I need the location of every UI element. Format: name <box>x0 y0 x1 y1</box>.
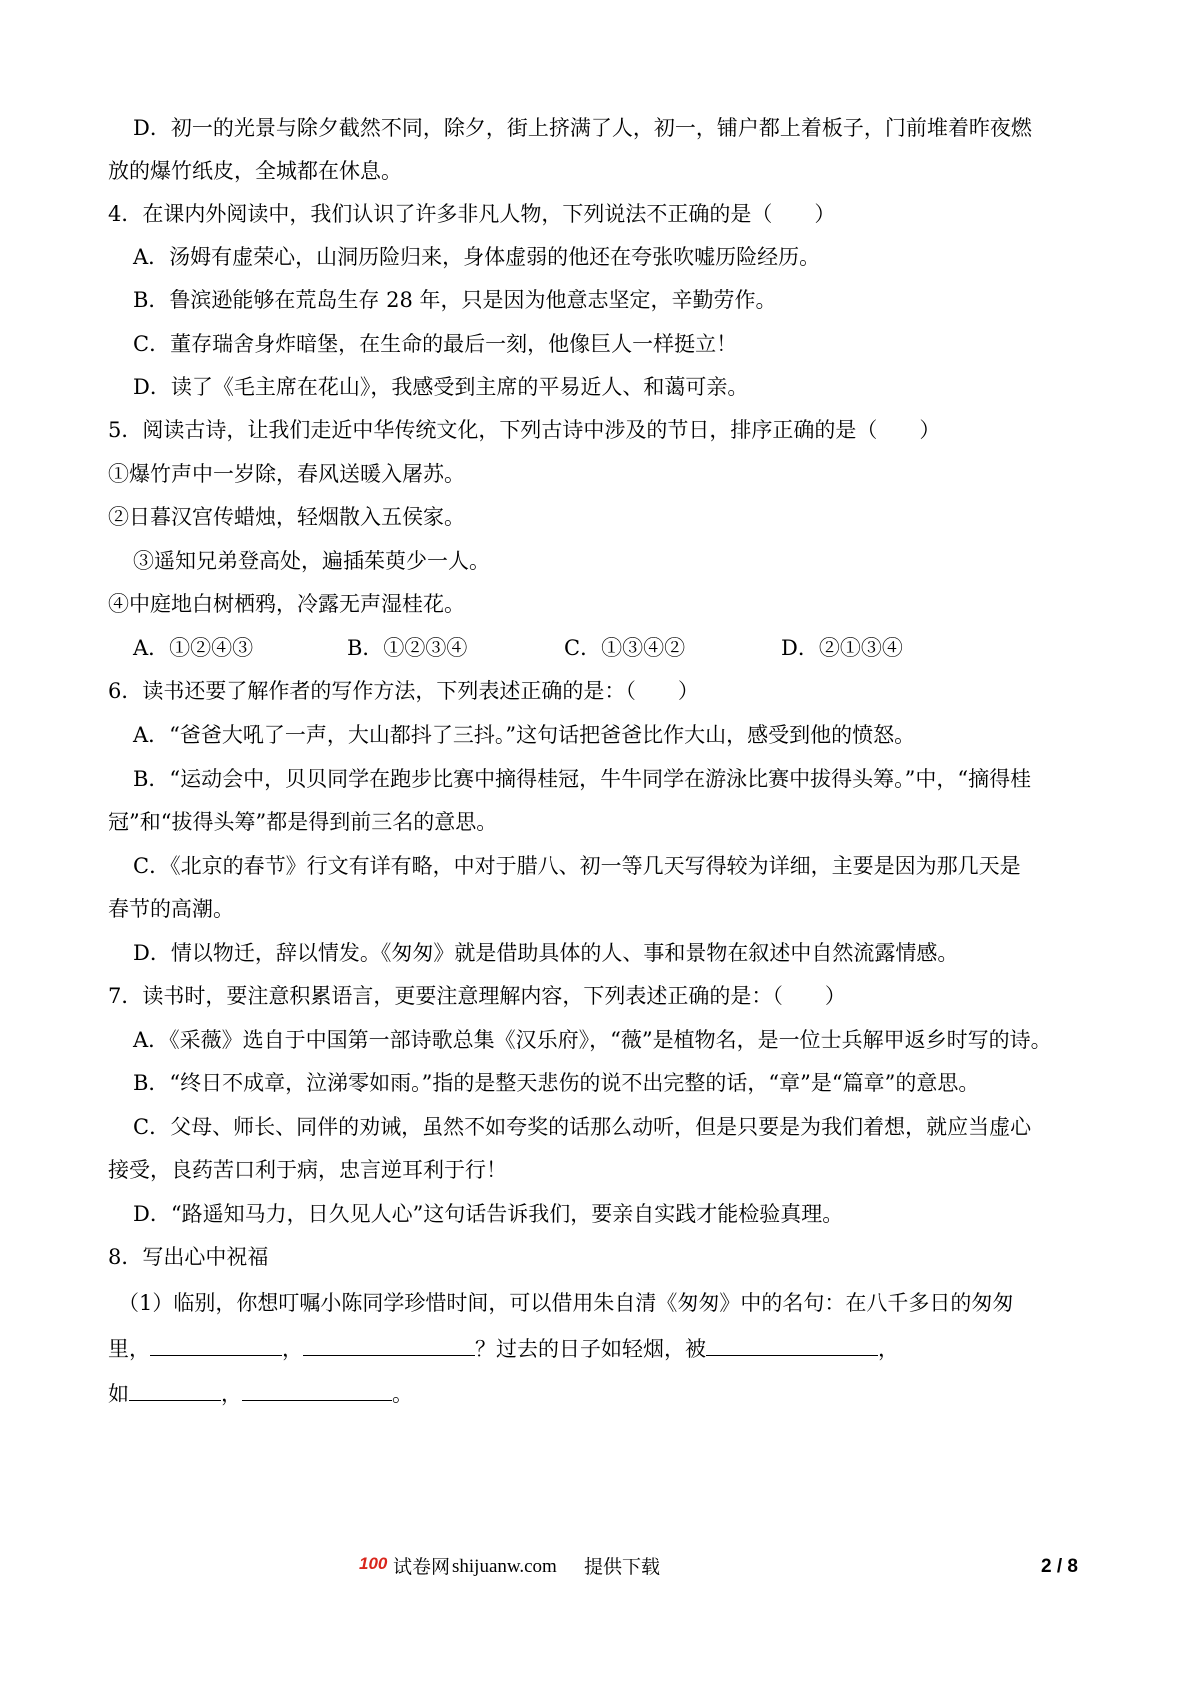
q4-option-d: D．读了《毛主席在花山》，我感受到主席的平易近人、和蔼可亲。 <box>133 375 749 399</box>
text-segment: ， <box>221 1382 242 1406</box>
answer-blank-5[interactable] <box>242 1378 392 1401</box>
q3-option-d-line1: D．初一的光景与除夕截然不同，除夕，街上挤满了人，初一，铺户都上着板子，门前堆着昨夜燃 <box>133 116 1032 140</box>
footer-site-name: 试卷网 <box>393 1556 451 1578</box>
q5-option-b: B．①②③④ <box>347 636 468 660</box>
footer-tagline: 提供下载 <box>584 1556 661 1578</box>
text-segment: 如 <box>108 1382 129 1406</box>
q6-option-b-line2: 冠”和“拔得头筹”都是得到前三名的意思。 <box>108 810 498 834</box>
svg-text:100: 100 <box>359 1554 388 1573</box>
question-6: 6．读书还要了解作者的写作方法，下列表述正确的是：（ ） <box>108 679 699 703</box>
q6-option-c-line2: 春节的高潮。 <box>108 897 234 921</box>
q4-option-b: B．鲁滨逊能够在荒岛生存 28 年，只是因为他意志坚定，辛勤劳作。 <box>133 288 777 312</box>
question-8: 8．写出心中祝福 <box>108 1245 269 1269</box>
q5-option-d: D．②①③④ <box>781 636 903 660</box>
q3-option-d-line2: 放的爆竹纸皮，全城都在休息。 <box>108 159 402 183</box>
poem-2: ②日暮汉宫传蜡烛，轻烟散入五侯家。 <box>108 505 465 529</box>
q7-option-b: B．“终日不成章，泣涕零如雨。”指的是整天悲伤的说不出完整的话，“章”是“篇章”的意思。 <box>133 1071 980 1095</box>
answer-blank-2[interactable] <box>303 1333 475 1356</box>
q8-part1-line2 <box>108 1333 1191 1364</box>
text-segment: 。 <box>392 1382 413 1406</box>
text-segment: ， <box>878 1337 899 1361</box>
q4-option-c: C．董存瑞舍身炸暗堡，在生命的最后一刻，他像巨人一样挺立！ <box>133 332 738 356</box>
q8-part1-line1: （1）临别，你想叮嘱小陈同学珍惜时间，可以借用朱自清《匆匆》中的名句：在八千多日的匆匆 <box>118 1291 1014 1315</box>
q4-option-a: A．汤姆有虚荣心，山洞历险归来，身体虚弱的他还在夸张吹嘘历险经历。 <box>133 245 821 269</box>
q8-part1-line3 <box>108 1378 1191 1409</box>
q5-option-c: C．①③④② <box>564 636 686 660</box>
question-4: 4．在课内外阅读中，我们认识了许多非凡人物，下列说法不正确的是（ ） <box>108 202 836 226</box>
question-7: 7．读书时，要注意积累语言，更要注意理解内容，下列表述正确的是：（ ） <box>108 984 846 1008</box>
q6-option-a: A．“爸爸大吼了一声，大山都抖了三抖。”这句话把爸爸比作大山，感受到他的愤怒。 <box>133 723 916 747</box>
q6-option-b-line1: B．“运动会中，贝贝同学在跑步比赛中摘得桂冠，牛牛同学在游泳比赛中拔得头筹。”中，“摘得桂 <box>133 767 1032 791</box>
q6-option-d: D．情以物迁，辞以情发。《匆匆》就是借助具体的人、事和景物在叙述中自然流露情感。 <box>133 941 959 965</box>
poem-4: ④中庭地白树栖鸦，冷露无声湿桂花。 <box>108 592 465 616</box>
footer-domain-link[interactable]: shijuanw.com <box>452 1556 557 1577</box>
answer-blank-3[interactable] <box>706 1333 878 1356</box>
q5-option-a: A．①②④③ <box>133 636 254 660</box>
answer-blank-1[interactable] <box>150 1333 282 1356</box>
q6-option-c-line1: C．《北京的春节》行文有详有略，中对于腊八、初一等几天写得较为详细，主要是因为那几天是 <box>133 854 1021 878</box>
q7-option-a: A．《采薇》选自于中国第一部诗歌总集《汉乐府》，“薇”是植物名，是一位士兵解甲返乡时写的诗。 <box>133 1028 1052 1052</box>
text-segment: ， <box>282 1337 303 1361</box>
question-5: 5．阅读古诗，让我们走近中华传统文化，下列古诗中涉及的节日，排序正确的是（ ） <box>108 418 941 442</box>
answer-blank-4[interactable] <box>129 1378 221 1401</box>
text-segment: ？过去的日子如轻烟，被 <box>475 1337 706 1361</box>
q7-option-d: D．“路遥知马力，日久见人心”这句话告诉我们，要亲自实践才能检验真理。 <box>133 1202 844 1226</box>
q7-option-c-line2: 接受，良药苦口利于病，忠言逆耳利于行！ <box>108 1158 507 1182</box>
poem-1: ①爆竹声中一岁除，春风送暖入屠苏。 <box>108 462 465 486</box>
poem-3: ③遥知兄弟登高处，遍插茱萸少一人。 <box>133 549 490 573</box>
page-number: 2 / 8 <box>1041 1556 1078 1577</box>
text-segment: 里， <box>108 1337 150 1361</box>
q7-option-c-line1: C．父母、师长、同伴的劝诫，虽然不如夸奖的话那么动听，但是只要是为我们着想，就应当虚心 <box>133 1115 1032 1139</box>
